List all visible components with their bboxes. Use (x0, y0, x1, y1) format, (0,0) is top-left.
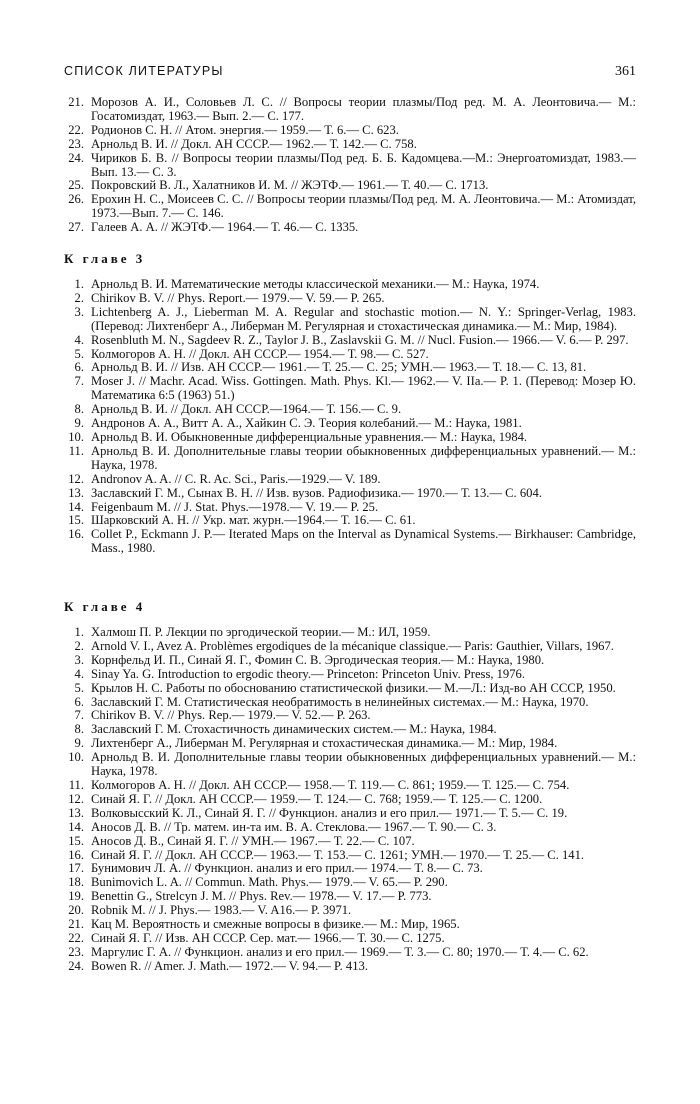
reference-item (64, 640, 636, 654)
reference-number: 2. (74, 290, 84, 305)
running-header (64, 64, 636, 82)
reference-text: Корнфельд И. П., Синай Я. Г., Фомин С. В. Эргодическая теория.— М.: Наука, 1980. (91, 652, 545, 667)
reference-number: 8. (74, 722, 84, 737)
reference-number: 11. (68, 777, 84, 792)
reference-item (64, 431, 636, 445)
reference-number: 12. (68, 791, 84, 806)
reference-item (64, 292, 636, 306)
reference-number: 17. (68, 861, 84, 876)
reference-text: Benettin G., Strelcyn J. M. // Phys. Rev.— 1978.— V. 17.— P. 773. (91, 889, 432, 904)
reference-item (64, 751, 636, 779)
reference-item (64, 835, 636, 849)
reference-text: Чириков Б. В. // Вопросы теории плазмы/Под ред. Б. Б. Кадомцева.—М.: Энергоатомиздат, 1983.— Вып. 13.— С. 3. (91, 150, 636, 179)
reference-text: Chirikov В. V. // Phys. Rep.— 1979.— V. 52.— P. 263. (91, 708, 371, 723)
reference-text: Аносов Д. В. // Тр. матем. ин-та им. В. А. Стеклова.— 1967.— Т. 90.— С. 3. (91, 819, 497, 834)
reference-item (64, 361, 636, 375)
reference-text: Арнольд В. И. // Докл. АН СССР.— 1962.— Т. 142.— С. 758. (91, 136, 417, 151)
reference-number: 15. (68, 833, 84, 848)
reference-item (64, 348, 636, 362)
reference-item (64, 501, 636, 515)
reference-item (64, 417, 636, 431)
reference-item (64, 96, 636, 124)
reference-item (64, 193, 636, 221)
reference-text: Заславский Г. М. Статистическая необратимость в нелинейных системах.— М.: Наука, 1970. (91, 694, 589, 709)
reference-text: Rosenbluth M. N., Sagdeev R. Z., Taylor J. B., Zaslavskii G. M. // Nucl. Fusion.— 1966.— V. 6.— P. 297. (91, 332, 629, 347)
reference-number: 1. (74, 277, 84, 291)
reference-text: Родионов С. Н. // Атом. энергия.— 1959.— Т. 6.— С. 623. (91, 122, 399, 137)
reference-text: Заславский Г. М. Стохастичность динамических систем.— М.: Наука, 1984. (91, 722, 497, 737)
reference-number: 9. (74, 416, 84, 431)
reference-item (64, 876, 636, 890)
reference-number: 21. (68, 95, 84, 109)
reference-number: 26. (68, 192, 84, 207)
chapter-4-heading: К главе 4 (64, 599, 146, 614)
reference-text: Крылов Н. С. Работы по обоснованию статистической физики.— М.—Л.: Изд-во АН СССР, 1950. (91, 680, 616, 695)
chapter-4-references (64, 596, 636, 974)
reference-number: 24. (68, 150, 84, 165)
reference-number: 9. (74, 736, 84, 751)
reference-number: 25. (68, 178, 84, 193)
reference-number: 11. (68, 443, 84, 458)
reference-number: 13. (68, 485, 84, 500)
reference-item (64, 473, 636, 487)
reference-item (64, 334, 636, 348)
reference-item (64, 403, 636, 417)
reference-number: 22. (68, 122, 84, 137)
reference-list (64, 278, 636, 556)
reference-list (64, 96, 636, 235)
reference-number: 3. (74, 652, 84, 667)
reference-item (64, 709, 636, 723)
reference-text: Синай Я. Г. // Докл. АН СССР.— 1959.— Т. 124.— С. 768; 1959.— Т. 125.— С. 1200. (91, 791, 543, 806)
reference-item (64, 682, 636, 696)
reference-text: Бунимович Л. А. // Функцион. анализ и его прил.— 1974.— Т. 8.— С. 73. (91, 861, 483, 876)
reference-number: 16. (68, 527, 84, 542)
reference-text: Андронов А. А., Витт А. А., Хайкин С. Э. Теория колебаний.— М.: Наука, 1981. (91, 416, 522, 431)
reference-number: 4. (74, 666, 84, 681)
reference-item (64, 487, 636, 501)
reference-number: 23. (68, 944, 84, 959)
reference-number: 14. (68, 499, 84, 514)
reference-text: Галеев А. А. // ЖЭТФ.— 1964.— Т. 46.— С. 1335. (91, 220, 359, 235)
reference-text: Колмогоров А. Н. // Докл. АН СССР.— 1958.— Т. 119.— С. 861; 1959.— Т. 125.— С. 754. (91, 777, 570, 792)
reference-item (64, 445, 636, 473)
reference-text: Кац М. Вероятность и смежные вопросы в физике.— М.: Мир, 1965. (91, 917, 460, 932)
reference-text: Арнольд В. И. Обыкновенные дифференциальные уравнения.— М.: Наука, 1984. (91, 429, 528, 444)
reference-item (64, 528, 636, 556)
reference-number: 6. (74, 360, 84, 375)
reference-item (64, 654, 636, 668)
reference-number: 24. (68, 958, 84, 973)
reference-item (64, 793, 636, 807)
reference-text: Feigenbaum M. // J. Stat. Phys.—1978.— V. 19.— P. 25. (91, 499, 379, 514)
reference-number: 4. (74, 332, 84, 347)
reference-item (64, 862, 636, 876)
reference-item (64, 946, 636, 960)
reference-text: Арнольд В. И. Дополнительные главы теории обыкновенных дифференциальных уравнений.— М.: Наука, 1978. (91, 443, 636, 472)
reference-number: 3. (74, 304, 84, 319)
reference-text: Andronov A. A. // C. R. Ac. Sci., Paris.—1929.— V. 189. (91, 471, 381, 486)
reference-number: 21. (68, 917, 84, 932)
reference-text: Маргулис Г. А. // Функцион. анализ и его прил.— 1969.— Т. 3.— С. 80; 1970.— Т. 4.— С. 62. (91, 944, 589, 959)
reference-number: 27. (68, 220, 84, 235)
reference-item (64, 124, 636, 138)
reference-item (64, 821, 636, 835)
reference-item (64, 306, 636, 334)
reference-text: Аносов Д. В., Синай Я. Г. // УМН.— 1967.— Т. 22.— С. 107. (91, 833, 415, 848)
reference-text: Ерохин Н. С., Моисеев С. С. // Вопросы теории плазмы/Под ред. М. А. Леонтовича.— М.: Атомиздат, 1973.—Вып. 7.— С. 146. (91, 192, 636, 221)
reference-number: 6. (74, 694, 84, 709)
reference-number: 12. (68, 471, 84, 486)
reference-number: 16. (68, 847, 84, 862)
reference-item (64, 696, 636, 710)
reference-number: 23. (68, 136, 84, 151)
reference-text: Покровский В. Л., Халатников И. М. // ЖЭТФ.— 1961.— Т. 40.— С. 1713. (91, 178, 489, 193)
reference-item (64, 960, 636, 974)
reference-number: 10. (68, 429, 84, 444)
reference-text: Sinay Ya. G. Introduction to ergodic theory.— Princeton: Princeton Univ. Press, 1976. (91, 666, 525, 681)
chapter-3-references (64, 248, 636, 556)
reference-item (64, 723, 636, 737)
page-number: 361 (615, 64, 636, 79)
chapter-3-heading: К главе 3 (64, 251, 146, 266)
reference-item (64, 807, 636, 821)
reference-text: Арнольд В. И. // Изв. АН СССР.— 1961.— Т. 25.— С. 25; УМН.— 1963.— Т. 18.— С. 13, 81. (91, 360, 587, 375)
reference-text: Волковысский К. Л., Синай Я. Г. // Функцион. анализ и его прил.— 1971.— Т. 5.— С. 19. (91, 805, 568, 820)
reference-item (64, 918, 636, 932)
reference-list (64, 626, 636, 974)
reference-text: Морозов А. И., Соловьев Л. С. // Вопросы теории плазмы/Под ред. М. А. Леонтовича.— М.: Госатомиздат, 1963.— Вып. 2.— С. 177. (91, 95, 636, 123)
reference-item (64, 626, 636, 640)
reference-item (64, 138, 636, 152)
reference-text: Chirikov В. V. // Phys. Report.— 1979.— V. 59.— P. 265. (91, 290, 385, 305)
reference-text: Халмош П. Р. Лекции по эргодической теории.— М.: ИЛ, 1959. (91, 625, 431, 639)
reference-text: Arnold V. I., Avez A. Problèmes ergodiques de la mécanique classique.— Paris: Gauthier, Villars, 1967. (91, 638, 614, 653)
reference-number: 5. (74, 346, 84, 361)
reference-number: 10. (68, 750, 84, 765)
reference-item (64, 737, 636, 751)
reference-item (64, 221, 636, 235)
reference-number: 7. (74, 708, 84, 723)
reference-number: 2. (74, 638, 84, 653)
reference-item (64, 890, 636, 904)
reference-text: Арнольд В. И. Дополнительные главы теории обыкновенных дифференциальных уравнений.— М.: Наука, 1978. (91, 750, 636, 779)
reference-item (64, 514, 636, 528)
reference-text: Лихтенберг А., Либерман М. Регулярная и стохастическая динамика.— М.: Мир, 1984. (91, 736, 558, 751)
reference-text: Lichtenberg A. J., Lieberman M. A. Regular and stochastic motion.— N. Y.: Springer-Verlag, 1983. (Перевод: Лихтенберг А., Либерман М. Регулярная и стохастическая динамика.— М.: Мир, 1984). (91, 304, 636, 333)
reference-number: 15. (68, 513, 84, 528)
reference-number: 20. (68, 903, 84, 918)
reference-number: 19. (68, 889, 84, 904)
reference-number: 5. (74, 680, 84, 695)
reference-item (64, 668, 636, 682)
reference-number: 1. (74, 625, 84, 639)
reference-text: Шарковский А. Н. // Укр. мат. журн.—1964.— Т. 16.— С. 61. (91, 513, 416, 528)
reference-number: 22. (68, 930, 84, 945)
reference-text: Колмогоров А. Н. // Докл. АН СССР.— 1954.— Т. 98.— С. 527. (91, 346, 429, 361)
reference-item (64, 932, 636, 946)
reference-number: 18. (68, 875, 84, 890)
reference-text: Bunimovich L. A. // Commun. Math. Phys.— 1979.— V. 65.— P. 290. (91, 875, 448, 890)
reference-item (64, 779, 636, 793)
reference-text: Синай Я. Г. // Докл. АН СССР.— 1963.— Т. 153.— С. 1261; УМН.— 1970.— Т. 25.— С. 141. (91, 847, 585, 862)
reference-text: Синай Я. Г. // Изв. АН СССР. Сер. мат.— 1966.— Т. 30.— С. 1275. (91, 930, 445, 945)
reference-text: Bowen R. // Amer. J. Math.— 1972.— V. 94.— P. 413. (91, 958, 368, 973)
reference-text: Заславский Г. М., Сынах В. Н. // Изв. вузов. Радиофизика.— 1970.— Т. 13.— С. 604. (91, 485, 542, 500)
reference-text: Арнольд В. И. Математические методы классической механики.— М.: Наука, 1974. (91, 277, 540, 291)
reference-number: 13. (68, 805, 84, 820)
reference-text: Collet P., Eckmann J. P.— Iterated Maps on the Interval as Dynamical Systems.— Birkhauser: Cambridge, Mass., 1980. (91, 527, 636, 556)
reference-item (64, 179, 636, 193)
reference-item (64, 849, 636, 863)
references-previous-chapter (64, 96, 636, 235)
reference-text: Robnik M. // J. Phys.— 1983.— V. A16.— P. 3971. (91, 903, 352, 918)
reference-number: 8. (74, 402, 84, 417)
reference-number: 7. (74, 374, 84, 389)
reference-number: 14. (68, 819, 84, 834)
reference-text: Moser J. // Machr. Acad. Wiss. Gottingen. Math. Phys. Kl.— 1962.— V. IIa.— P. 1. (Перевод: Мозер Ю. Математика 6:5 (1963) 51.) (91, 374, 636, 403)
reference-item (64, 152, 636, 180)
running-title: СПИСОК ЛИТЕРАТУРЫ (64, 64, 224, 78)
reference-item (64, 278, 636, 292)
reference-item (64, 904, 636, 918)
reference-item (64, 375, 636, 403)
reference-text: Арнольд В. И. // Докл. АН СССР.—1964.— Т. 156.— С. 9. (91, 402, 402, 417)
